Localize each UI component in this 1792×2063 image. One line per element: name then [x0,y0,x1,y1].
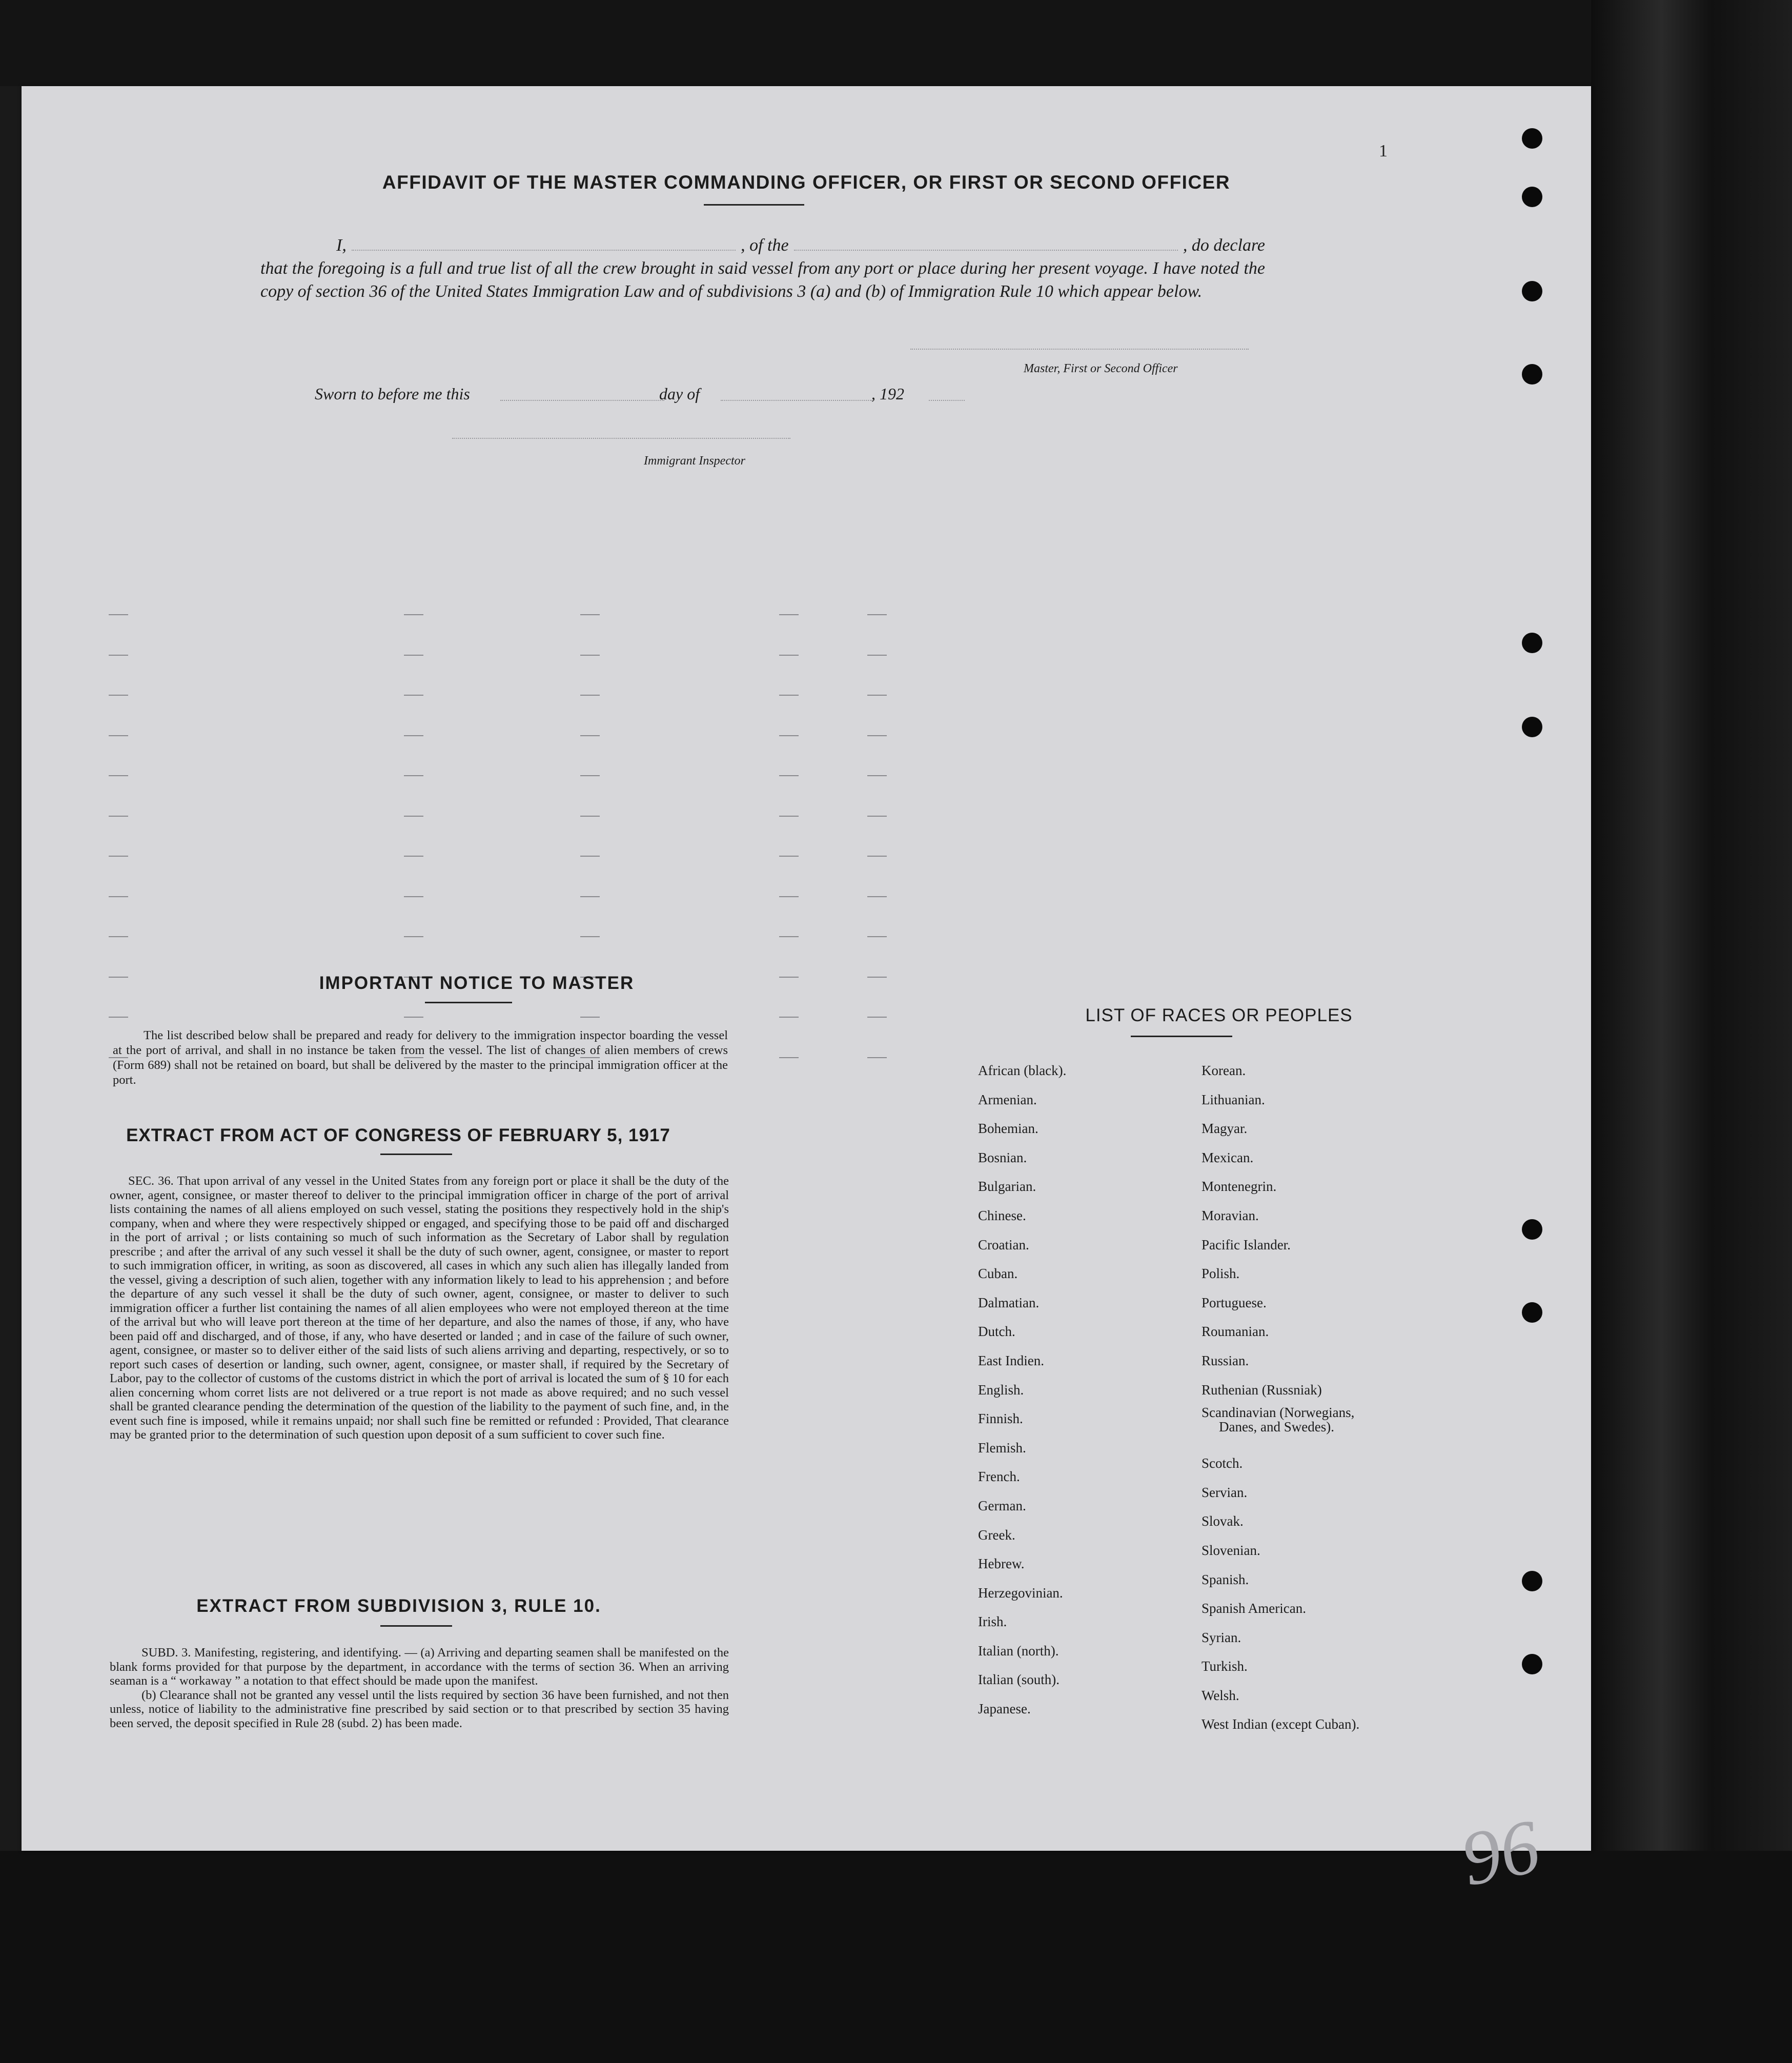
ruling-dash [867,1057,887,1058]
binder-hole [1522,1654,1542,1674]
race-item: Scotch. [1202,1455,1243,1471]
race-item: Portuguese. [1202,1295,1267,1310]
race-item: East Indien. [978,1352,1044,1368]
race-item: Chinese. [978,1207,1026,1223]
extract-act-title: EXTRACT FROM ACT OF CONGRESS OF FEBRUARY 5, 1917 [126,1125,670,1145]
races-underline [1131,1036,1232,1037]
binder-hole [1522,1219,1542,1240]
ruling-dash [779,1057,799,1058]
ruling-dash [779,896,799,897]
rule-paragraph-a: SUBD. 3. Manifesting, registering, and identifying. — (a) Arriving and departing seamen shall be manifested on the blank forms provided for that purpose by the department, in accordance with the terms of section 36. When an arriving seaman is a “ workaway ” a notation to that effect should be made upon the manifest. [110,1646,729,1688]
ruling-dash [867,655,887,656]
race-item: Italian (north). [978,1643,1059,1659]
ruling-dash [109,655,128,656]
rule-paragraph-b: (b) Clearance shall not be granted any vessel until the lists required by section 36 have been furnished, and not then unless, notice of liability to the administrative fine prescribed by said section or to that prescribed by section 35 having been served, the deposit specified in Rule 28 (subd. 2) has been made. [110,1688,729,1730]
race-item: Cuban. [978,1266,1018,1282]
ruling-dash [404,1017,423,1018]
race-item: Herzegovinian. [978,1585,1063,1601]
vessel-field[interactable] [794,234,1178,251]
race-item: Dalmatian. [978,1295,1040,1310]
race-item: English. [978,1382,1024,1398]
ruling-dash [109,614,128,615]
ruling-dash [404,695,423,696]
inspector-label: Immigrant Inspector [644,454,745,468]
races-list-right [1202,1056,1458,1739]
ruling-dash [580,775,600,776]
ruling-dash [867,896,887,897]
race-item: Montenegrin. [1202,1179,1277,1195]
ruling-dash [404,775,423,776]
ruling-dash [580,896,600,897]
day-of-label: day of [659,385,700,403]
ruling-dash [109,1017,128,1018]
extract-act-underline [380,1154,452,1155]
race-item: Hebrew. [978,1556,1025,1572]
ruling-dash [580,1017,600,1018]
race-item: Spanish American. [1202,1601,1306,1616]
race-item: Lithuanian. [1202,1091,1265,1107]
extract-rule-title: EXTRACT FROM SUBDIVISION 3, RULE 10. [196,1596,601,1616]
ruling-dash [404,816,423,817]
affidavit-statement: that the foregoing is a full and true list of all the crew brought in said vessel from any port or place during her present voyage. I have noted the copy of section 36 of the United States Immigration Law and of subdivisions 3 (a) and (b) of Immigration Rule 10 which appear below. [260,259,1265,301]
ruling-dash [867,695,887,696]
race-item: French. [978,1469,1020,1485]
ruling-dash [779,856,799,857]
ruling-dash [867,936,887,937]
ruling-dash [867,775,887,776]
race-item [1202,1404,1458,1449]
race-item: Finnish. [978,1411,1023,1427]
race-item: Armenian. [978,1091,1037,1107]
ruling-dash [779,614,799,615]
race-item: African (black). [978,1063,1067,1078]
sworn-month-field[interactable] [721,400,872,401]
race-item: Russian. [1202,1352,1249,1368]
ruling-dash [109,735,128,736]
ruling-dash [779,936,799,937]
ruling-dash [779,775,799,776]
race-item: Spanish. [1202,1571,1249,1587]
ruling-dash [867,735,887,736]
binder-hole [1522,1571,1542,1591]
binder-hole [1522,187,1542,207]
race-item: West Indian (except Cuban). [1202,1716,1360,1732]
race-item-line: Danes, and Swedes). [1219,1419,1334,1435]
notice-title: IMPORTANT NOTICE TO MASTER [319,973,635,993]
race-item: Roumanian. [1202,1324,1269,1340]
ruling-dash [779,655,799,656]
ruling-dash [404,614,423,615]
signature-field[interactable] [910,349,1249,350]
sworn-day-field[interactable] [500,400,664,401]
race-item: Syrian. [1202,1629,1241,1645]
affidavit-i-label: I, [336,236,347,255]
race-item: Dutch. [978,1324,1015,1340]
ruling-dash [580,695,600,696]
ruling-dash [404,856,423,857]
do-declare-label: , do declare [1183,236,1266,255]
ruling-dash [404,896,423,897]
sworn-label: Sworn to before me this [315,385,470,403]
ruling-dash [867,977,887,978]
document-page [22,86,1591,1903]
extract-rule-underline [380,1625,452,1627]
race-item: Irish. [978,1614,1007,1630]
race-item: Bohemian. [978,1121,1038,1137]
binder-hole [1522,281,1542,301]
ruling-dash [779,695,799,696]
race-item-line: Scandinavian (Norwegians, [1202,1405,1355,1421]
ruling-dash [109,856,128,857]
affidavit-body [260,234,1265,303]
ruling-dash [109,977,128,978]
race-item: Korean. [1202,1063,1246,1078]
race-item: Croatian. [978,1237,1029,1252]
race-item: Mexican. [1202,1149,1254,1165]
scan-background-right [1591,0,1792,2063]
ruling-dash [867,1017,887,1018]
year-field[interactable] [929,400,965,401]
ruling-dash [867,856,887,857]
inspector-signature-field[interactable] [452,438,790,439]
race-item: German. [978,1498,1026,1513]
ruling-dash [109,775,128,776]
handwritten-tick: 1 [1379,141,1388,160]
extract-rule-body [110,1646,729,1730]
races-list-left [978,1056,1234,1724]
race-item: Greek. [978,1527,1015,1543]
ruling-dash [109,936,128,937]
affidavit-declaration-line [260,234,1265,257]
ruling-dash [779,735,799,736]
ruling-dash [580,856,600,857]
ruling-dash [404,735,423,736]
binder-hole [1522,633,1542,653]
race-item: Bulgarian. [978,1179,1036,1195]
race-item: Servian. [1202,1484,1248,1500]
race-item: Welsh. [1202,1687,1239,1703]
binder-hole [1522,364,1542,385]
ruling-dash [867,614,887,615]
ruling-dash [580,735,600,736]
races-title: LIST OF RACES OR PEOPLES [1085,1005,1353,1025]
notice-body: The list described below shall be prepared and ready for delivery to the immigration inspector boarding the vessel at the port of arrival, and shall in no instance be taken from the vessel. The list of changes of alien members of crews (Form 689) shall not be retained on board, but shall be delivered by the master to the principal immigration officer at the port. [113,1028,728,1087]
race-item: Pacific Islander. [1202,1237,1291,1252]
extract-act-body: SEC. 36. That upon arrival of any vessel in the United States from any foreign port or place it shall be the duty of the owner, agent, consignee, or master thereof to deliver to the principal immigration officer in charge of the port of arrival lists containing the names of all aliens employed on such vessel, stating the positions they respectively hold in the ship's company, when and where they were respectively shipped or engaged, and specifying those to be paid off and discharged in the port of arrival ; or lists containing so much of such information as the Secretary of Labor shall by regulation prescribe ; and after the arrival of any such vessel it shall be the duty of such owner, agent, consignee, or master to report to such immigration officer, in writing, as soon as discovered, all cases in which any such alien has illegally landed from the vessel, giving a description of such alien, together with any information likely to lead to his apprehension ; and before the departure of any such vessel it shall be the duty of such owner, agent, consignee, or master to deliver to such immigration officer a further list containing the names of all alien employees who were not employed thereon at the time of the arrival but who will leave port thereon at the time of her departure, and also the names of those, if any, who have been paid off and discharged, and of those, if any, who have deserted or landed ; and in case of the failure of such owner, agent, consignee, or master so to deliver either of the said lists of such aliens arriving and departing, respectively, or so to report such cases of desertion or landing, such owner, agent, consignee, or master shall, if required by the Secretary of Labor, pay to the collector of customs of the customs district in which the port of arrival is located the sum of § 10 for each alien concerning whom corret lists are not delivered or a true report is not made as above required; and no such vessel shall be granted clearance pending the determination of the question of the liability to the payment of such fine, and, in the event such fine is imposed, while it remains unpaid; nor shall such fine be remitted or refunded : Provided, That clearance may be granted prior to the determination of such question upon deposit of a sum sufficient to cover such fine. [110,1174,729,1442]
ruling-dash [580,816,600,817]
signature-label: Master, First or Second Officer [1024,362,1178,375]
race-item: Moravian. [1202,1207,1259,1223]
affidavit-title: AFFIDAVIT OF THE MASTER COMMANDING OFFICER, OR FIRST OR SECOND OFFICER [382,172,1231,193]
ruling-dash [779,977,799,978]
ruling-dash [404,936,423,937]
race-item: Japanese. [978,1701,1031,1717]
race-item: Bosnian. [978,1149,1027,1165]
race-item: Ruthenian (Russniak) [1202,1382,1322,1398]
scan-background-top [0,0,1792,86]
binder-hole [1522,717,1542,737]
ruling-dash [109,816,128,817]
ruling-dash [779,1017,799,1018]
handwritten-page-number: 96 [1454,1803,1547,1903]
ruling-dash [580,614,600,615]
ruling-dash [109,695,128,696]
ruling-dash [109,896,128,897]
year-label: , 192 [871,385,904,403]
binder-hole [1522,1302,1542,1323]
race-item: Slovak. [1202,1513,1244,1529]
ruling-dash [580,936,600,937]
race-item: Flemish. [978,1440,1026,1455]
race-item: Magyar. [1202,1121,1248,1137]
of-the-label: , of the [741,236,789,255]
name-field[interactable] [352,234,736,251]
race-item: Polish. [1202,1266,1240,1282]
race-item: Turkish. [1202,1659,1248,1674]
race-item: Slovenian. [1202,1542,1260,1558]
ruling-dash [867,816,887,817]
ruling-dash [580,655,600,656]
ruling-dash [404,655,423,656]
binder-hole [1522,128,1542,149]
ruling-dash [779,816,799,817]
title-underline [704,204,804,206]
race-item: Italian (south). [978,1672,1060,1688]
notice-underline [425,1002,512,1003]
